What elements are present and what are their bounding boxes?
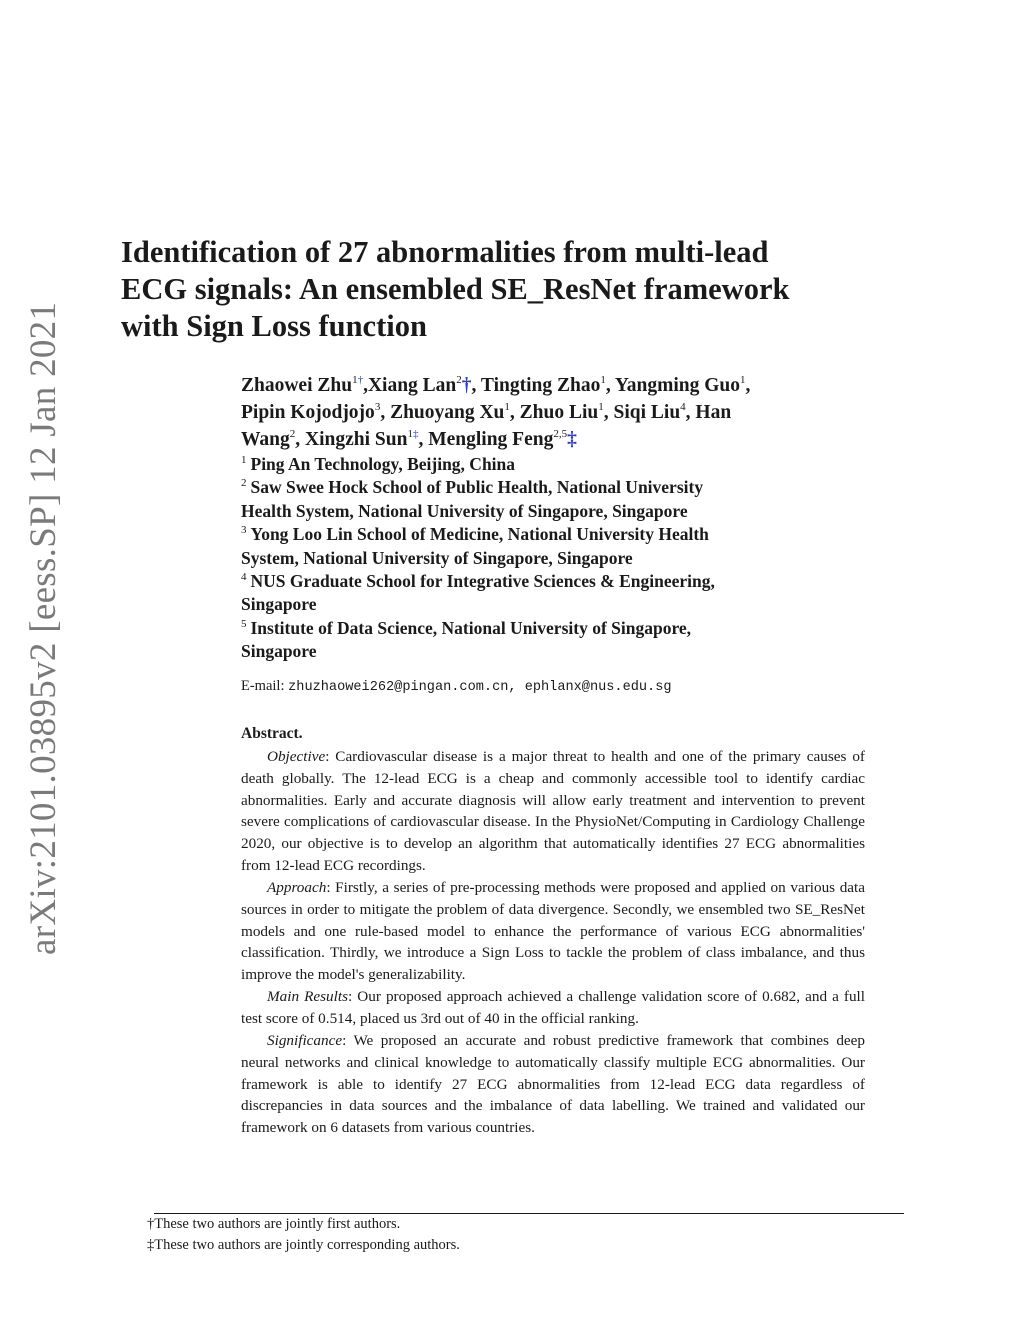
affiliation-line bbox=[241, 476, 881, 499]
affiliation-text: Saw Swee Hock School of Public Health, National University bbox=[250, 477, 704, 498]
title-line: ECG signals: An ensembled SE_ResNet framework bbox=[121, 272, 790, 306]
affiliation-line bbox=[241, 453, 881, 476]
affiliation-marker: 1 bbox=[352, 374, 358, 386]
affiliation-text: NUS Graduate School for Integrative Sciences & Engineering, bbox=[250, 571, 715, 592]
footnote-marker[interactable]: † bbox=[357, 374, 364, 386]
author-name: Pipin Kojodjojo bbox=[241, 402, 375, 423]
affiliation-marker: 3 bbox=[374, 401, 381, 413]
author-line bbox=[241, 426, 881, 453]
title-line: Identification of 27 abnormalities from multi-lead bbox=[121, 235, 769, 269]
affiliation-number: 5 bbox=[241, 617, 247, 630]
title-line: with Sign Loss function bbox=[121, 309, 427, 343]
author-line bbox=[241, 372, 881, 399]
affiliation-number: 2 bbox=[241, 477, 247, 490]
author-name: , Xingzhi Sun bbox=[295, 429, 408, 450]
author-separator: , bbox=[745, 375, 751, 396]
section-label: Main Results bbox=[267, 988, 348, 1006]
affiliation-line bbox=[241, 523, 881, 546]
affiliation-number: 1 bbox=[241, 454, 247, 466]
author-name: , Siqi Liu bbox=[603, 402, 681, 423]
affiliation-marker: 1 bbox=[504, 401, 510, 413]
footnote-first-authors: †These two authors are jointly first authors. bbox=[147, 1216, 401, 1232]
author-name: ,Xiang Lan bbox=[363, 375, 457, 396]
email-addresses[interactable]: zhuzhaowei262@pingan.com.cn, ephlanx@nus.edu.sg bbox=[288, 680, 672, 695]
footnote-marker[interactable]: ‡ bbox=[412, 428, 419, 440]
abstract-heading: Abstract. bbox=[241, 725, 303, 742]
affiliation-line: Health System, National University of Singapore, Singapore bbox=[241, 500, 688, 521]
abstract-objective bbox=[241, 746, 865, 877]
affiliation-line: System, National University of Singapore, Singapore bbox=[241, 547, 633, 568]
affiliation-marker: 2 bbox=[456, 374, 462, 386]
paper-title bbox=[121, 234, 881, 345]
author-name: Zhaowei Zhu bbox=[241, 375, 353, 396]
author-name: , Yangming Guo bbox=[605, 375, 741, 396]
author-name: , Zhuoyang Xu bbox=[380, 402, 505, 423]
section-label: Objective bbox=[267, 748, 326, 765]
section-text: : Cardiovascular disease is a major threat to health and one of the primary causes of death globally. The 12-lead ECG is a cheap and commonly accessible tool to identify cardiac abnormalities. Early and accurate diagnosis will allow early treatment and intervention to prevent severe complications of cardiovascular disease. In the PhysioNet/Computing in Cardiology Challenge 2020, our objective is to develop an algorithm that automatically identifies 27 ECG abnormalities from 12-lead ECG recordings. bbox=[241, 748, 865, 874]
abstract-approach bbox=[241, 877, 865, 986]
affiliation-list bbox=[241, 453, 881, 664]
section-text: : We proposed an accurate and robust predictive framework that combines deep neural networks and clinical knowledge to automatically classify multiple ECG abnormalities. Our framework is able to identify 27 ECG abnormalities from 12-lead ECG data regardless of discrepancies in data sources and the imbalance of data labelling. We trained and validated our framework on 6 datasets from various countries. bbox=[241, 1031, 865, 1137]
affiliation-line: Singapore bbox=[241, 641, 317, 662]
affiliation-line bbox=[241, 617, 881, 640]
affiliation-marker: 2,5 bbox=[553, 428, 568, 440]
affiliation-marker: 1 bbox=[600, 374, 606, 386]
affiliation-line: Singapore bbox=[241, 594, 317, 615]
section-text: : Our proposed approach achieved a challenge validation score of 0.682, and a full test score of 0.514, placed us 3rd out of 40 in the official ranking. bbox=[241, 988, 865, 1027]
author-name: , Han bbox=[685, 402, 732, 423]
footnote-marker[interactable]: ‡ bbox=[567, 429, 577, 450]
footnotes bbox=[147, 1214, 460, 1256]
email-label: E-mail: bbox=[241, 678, 285, 694]
affiliation-line bbox=[241, 570, 881, 593]
section-text: : Firstly, a series of pre-processing methods were proposed and applied on various data sources in order to mitigate the problem of data divergence. Secondly, we ensembled two SE_ResNet models and one rule-based model to enhance the performance of various ECG abnormalities' classification. Thirdly, we introduce a Sign Loss to tackle the problem of class imbalance, and thus improve the model's generalizability. bbox=[241, 878, 865, 984]
abstract-results bbox=[241, 986, 865, 1030]
abstract-body bbox=[241, 746, 865, 1139]
email-line bbox=[241, 678, 672, 695]
section-label: Approach bbox=[267, 878, 327, 896]
author-list bbox=[241, 372, 881, 453]
author-name: , Zhuo Liu bbox=[509, 402, 599, 423]
abstract-significance bbox=[241, 1030, 865, 1139]
affiliation-marker: 2 bbox=[289, 428, 296, 440]
footnote-marker[interactable]: † bbox=[461, 375, 472, 396]
affiliation-text: Institute of Data Science, National University of Singapore, bbox=[250, 617, 692, 638]
arxiv-identifier: arXiv:2101.03895v2 [eess.SP] 12 Jan 2021 bbox=[23, 301, 64, 955]
section-label: Significance bbox=[267, 1031, 343, 1049]
author-line bbox=[241, 399, 881, 426]
affiliation-marker: 1 bbox=[740, 374, 746, 386]
author-name: , Mengling Feng bbox=[418, 429, 554, 450]
affiliation-number: 4 bbox=[241, 571, 247, 584]
author-name: , Tingting Zhao bbox=[471, 375, 601, 396]
affiliation-number: 3 bbox=[241, 524, 247, 537]
affiliation-text: Ping An Technology, Beijing, China bbox=[250, 454, 516, 474]
affiliation-marker: 4 bbox=[680, 401, 686, 413]
affiliation-text: Yong Loo Lin School of Medicine, National University Health bbox=[250, 524, 709, 545]
affiliation-marker: 1 bbox=[598, 401, 604, 413]
footnote-corresponding-authors: ‡These two authors are jointly corresponding authors. bbox=[147, 1237, 460, 1253]
author-name: Wang bbox=[241, 429, 290, 450]
affiliation-marker: 1 bbox=[407, 428, 413, 440]
